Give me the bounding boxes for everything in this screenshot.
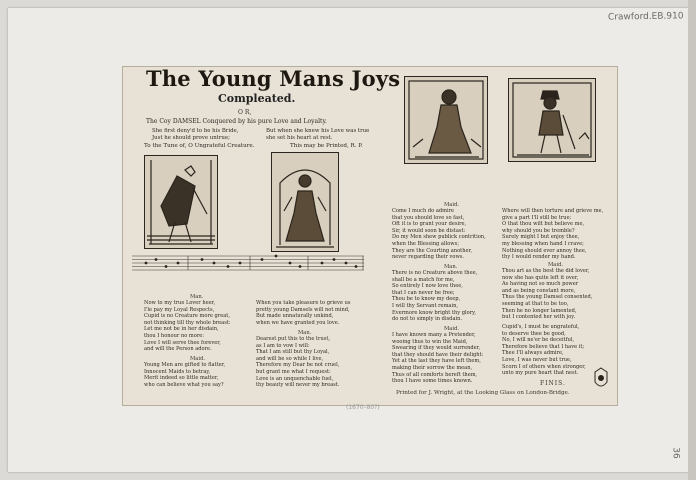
lead-right-1: But when she knew his Love was true <box>266 128 370 134</box>
col3-stanza-2: There is no Creature above thee, shall be a match for me, So entirely I now love thee, that I can never be free; Thou be to know my deep, I will thy Servant remain, Evermore know bright thy glory, do not to simply in disdain. <box>392 270 478 323</box>
pencil-date-note: (1670–80?) <box>346 404 380 411</box>
tune-line: To the Tune of, O Ungrateful Creature. <box>144 143 255 149</box>
col1-speaker: Man. <box>190 294 204 300</box>
library-stamp-icon <box>592 366 610 392</box>
woodcut-lady-arch-image <box>272 153 338 251</box>
col3-speaker-3: Maid. <box>444 326 460 332</box>
woodcut-lady-arch <box>271 152 339 252</box>
printer-imprint: Printed for J. Wright, at the Looking Glass on London-Bridge. <box>396 390 570 396</box>
col3-stanza-3: I have known many a Pretender, wooing thus to win the Maid, Swearing if they would surrender, that they should have their delight: Yet at the last they have left them, making their sorrow the mean, Thus of all comforts bereft them, thou I have some times known. <box>392 332 484 385</box>
alt-title: The Coy DAMSEL Conquered by his pure Love and Loyalty. <box>146 118 327 125</box>
ballad-title: The Young Mans Joys <box>146 66 401 91</box>
col1-stanza: Now to my true Lover heer, I'le pay my Loyal Respects, Cupid is no Creature more great, not thinking till thy whole breast: Let me not be in her disdain, thou I honour no more: Love I will serve thee forever, and will the Person adore. <box>144 300 231 353</box>
ballad-subtitle: Compleated. <box>218 92 296 105</box>
lead-left-1: She first deny'd to be his Bride, <box>152 128 239 134</box>
music-stave <box>132 254 364 272</box>
col3-speaker-2: Man. <box>444 264 458 270</box>
page-edge <box>688 0 696 480</box>
woodcut-gentleman-right <box>508 78 596 162</box>
col2-stanza: When you take pleasure to grieve us pretty young Damsels will not mind, But made unnaturally unkind, when we have granted you love. <box>256 300 351 326</box>
col2-speaker: Man. <box>298 330 312 336</box>
finis: FINIS. <box>540 380 566 387</box>
library-reference: Crawford.EB.910 <box>607 11 684 23</box>
col1-stanza-2: Young Men are gifted to flatter, Innocent Maids to betray, Merit indeed so little matter, who can believe what you say? <box>144 362 226 388</box>
license-line: This may be Printed, R. P. <box>290 143 363 149</box>
lead-right-2: she set his heart at rest. <box>266 135 333 141</box>
col4-stanza-2: Thou art as the best the did lover, now she has quite left it over, As having not so much power and as being constant more, Thus the young Damsel consented, seeming at that to be too, Then he no longer lamented, but I contented her with joy. <box>502 268 593 321</box>
col4-stanza-3: Cupid's, I must be ungrateful, to deserve thee be good, No, I will ne'er be deceitful, Therefore believe that I have it; Thee I'll always admire, Love, I was never but true, Scorn I of others when stronger, unto my pure heart that nest. <box>502 324 586 377</box>
col3-speaker: Maid. <box>444 202 460 208</box>
woodcut-lady-right-image <box>405 77 487 163</box>
woodcut-gentleman-left-image <box>145 156 217 248</box>
col1-speaker-2: Maid. <box>190 356 206 362</box>
woodcut-gentleman-left <box>144 155 218 249</box>
col3-stanza: Come I much do admire that you should love so fast, Oft it is to grant your desire, Sir, it would soon be distast: Do my Men shew publick contrition, when the Blessing allows; They are the Courting another, never regarding their vows. <box>392 208 486 261</box>
col4-speaker: Maid. <box>548 262 564 268</box>
woodcut-lady-right <box>404 76 488 164</box>
lead-left-2: Just he should prove untrue; <box>152 135 230 141</box>
page-number: 36 <box>670 447 681 459</box>
col2-stanza-2: Dearest put this to the trust, as I am to vow I will: That I am still but thy Loyal, and will be so while I live, Therefore my Dear be not cruel, but grant me what I request: Love is an unquenchable fuel, thy beauty will never my breast. <box>256 336 340 389</box>
woodcut-gentleman-right-image <box>509 79 595 161</box>
or-divider: O R, <box>238 109 252 116</box>
col4-stanza: Where will then torture and grieve me, give a part I'll still be true: O that thou wilt but believe me, why should you be tremble? Surely might I but enjoy thee, my blessing when hand I crave; Nothing should ever annoy thee, thy I would render my hand. <box>502 208 604 261</box>
